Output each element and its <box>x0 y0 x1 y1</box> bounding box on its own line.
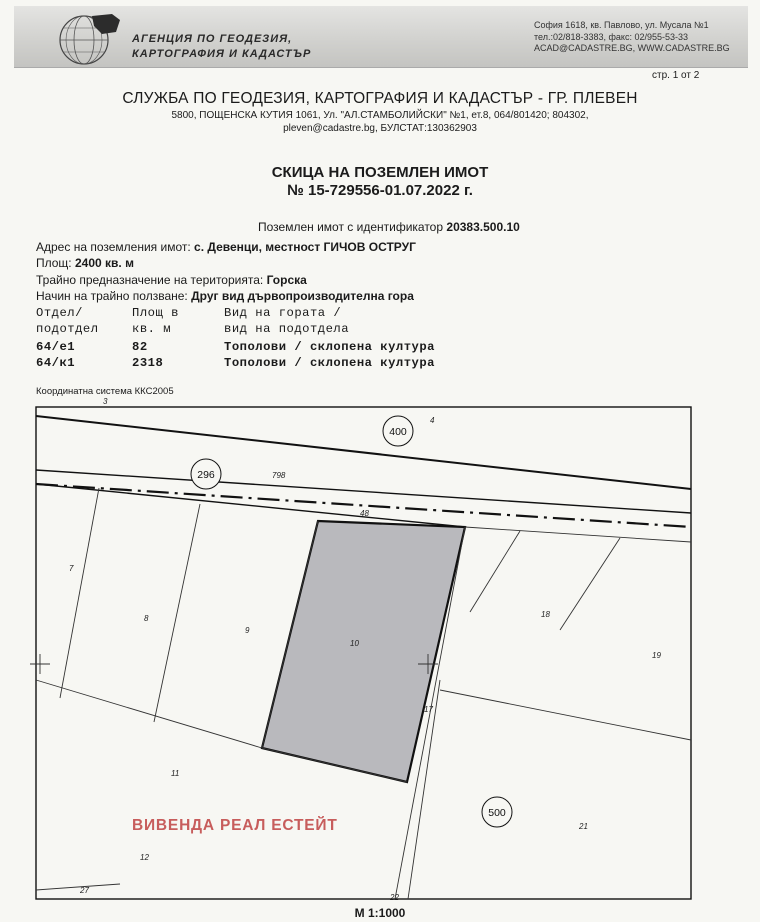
parcel-boundary <box>36 884 120 890</box>
parcel-boundary <box>465 527 691 542</box>
table-header: Отдел/ <box>36 306 83 320</box>
table-header: подотдел <box>36 322 99 336</box>
parcel-boundary <box>154 504 200 722</box>
subject-parcel-10 <box>262 521 465 782</box>
parcel-number: 12 <box>140 853 149 862</box>
table-cell-section: 64/е1 <box>36 340 76 354</box>
property-area: Площ: 2400 кв. м <box>36 256 134 270</box>
parcel-number: 9 <box>245 626 250 635</box>
office-address: 5800, ПОЩЕНСКА КУТИЯ 1061, Ул. "АЛ.СТАМБОЛИЙСКИ" №1, ет.8, 064/801420; 804302, <box>171 110 589 121</box>
boundary-dashed-line <box>36 484 691 527</box>
parcel-boundary <box>440 690 691 740</box>
table-cell-section: 64/к1 <box>36 356 76 370</box>
parcel-number: 798 <box>272 471 286 480</box>
agency-contacts: София 1618, кв. Павлово, ул. Мусала №1 тел.:02/818-3383, факс: 02/955-53-33 ACAD@CADASTRE.BG, WWW.CADASTRE.BG <box>534 20 730 53</box>
parcel-boundary <box>36 484 465 527</box>
parcel-number: 19 <box>652 651 661 660</box>
table-cell-area: 82 <box>132 340 148 354</box>
table-header: кв. м <box>132 322 172 336</box>
parcel-number: 8 <box>144 614 149 623</box>
parcel-number: 18 <box>541 610 550 619</box>
road-label: 500 <box>488 807 506 819</box>
table-cell-area: 2318 <box>132 356 164 370</box>
table-header: Площ в <box>132 306 179 320</box>
coordinate-system-label: Координатна система ККС2005 <box>36 386 174 397</box>
agency-watermark: ВИВЕНДА РЕАЛ ЕСТЕЙТ <box>132 817 338 834</box>
parcel-boundary <box>470 531 520 612</box>
parcel-number: 4 <box>430 416 435 425</box>
parcel-number: 27 <box>80 886 89 895</box>
property-purpose: Трайно предназначение на територията: Горска <box>36 273 307 287</box>
property-identifier: Поземлен имот с идентификатор 20383.500.10 <box>258 220 520 234</box>
parcel-number: 11 <box>171 769 180 778</box>
parcel-number: 48 <box>360 509 369 518</box>
road-label: 400 <box>389 426 407 438</box>
office-title: СЛУЖБА ПО ГЕОДЕЗИЯ, КАРТОГРАФИЯ И КАДАСТЪР - ГР. ПЛЕВЕН <box>122 90 638 107</box>
property-address: Адрес на поземления имот: с. Девенци, местност ГИЧОВ ОСТРУГ <box>36 240 416 254</box>
road-label: 296 <box>197 469 215 481</box>
page-number: стр. 1 от 2 <box>652 70 700 81</box>
office-email: pleven@cadastre.bg, БУЛСТАТ:130362903 <box>283 123 477 134</box>
parcel-number: 17 <box>424 705 433 714</box>
parcel-number: 3 <box>103 397 108 406</box>
parcel-number: 7 <box>69 564 74 573</box>
parcel-boundary <box>560 538 620 630</box>
parcel-boundary <box>36 680 262 748</box>
map-scale: М 1:1000 <box>354 906 406 920</box>
table-cell-type: Тополови / склопена култура <box>224 356 435 370</box>
table-cell-type: Тополови / склопена култура <box>224 340 435 354</box>
document-number: № 15-729556-01.07.2022 г. <box>287 182 473 199</box>
parcel-boundary <box>60 488 99 698</box>
parcel-number: 22 <box>390 893 399 902</box>
parcel-number: 21 <box>579 822 588 831</box>
table-header: Вид на гората / <box>224 306 342 320</box>
document-title: СКИЦА НА ПОЗЕМЛЕН ИМОТ <box>271 164 489 181</box>
table-header: вид на подотдела <box>224 322 350 336</box>
parcel-number: 10 <box>350 639 359 648</box>
agency-name: АГЕНЦИЯ ПО ГЕОДЕЗИЯ, КАРТОГРАФИЯ И КАДАСТЪР <box>132 33 312 60</box>
road-400-edge <box>36 416 691 489</box>
road-296-edge <box>36 470 691 513</box>
property-usage: Начин на трайно ползване: Друг вид дървопроизводителна гора <box>36 289 414 303</box>
